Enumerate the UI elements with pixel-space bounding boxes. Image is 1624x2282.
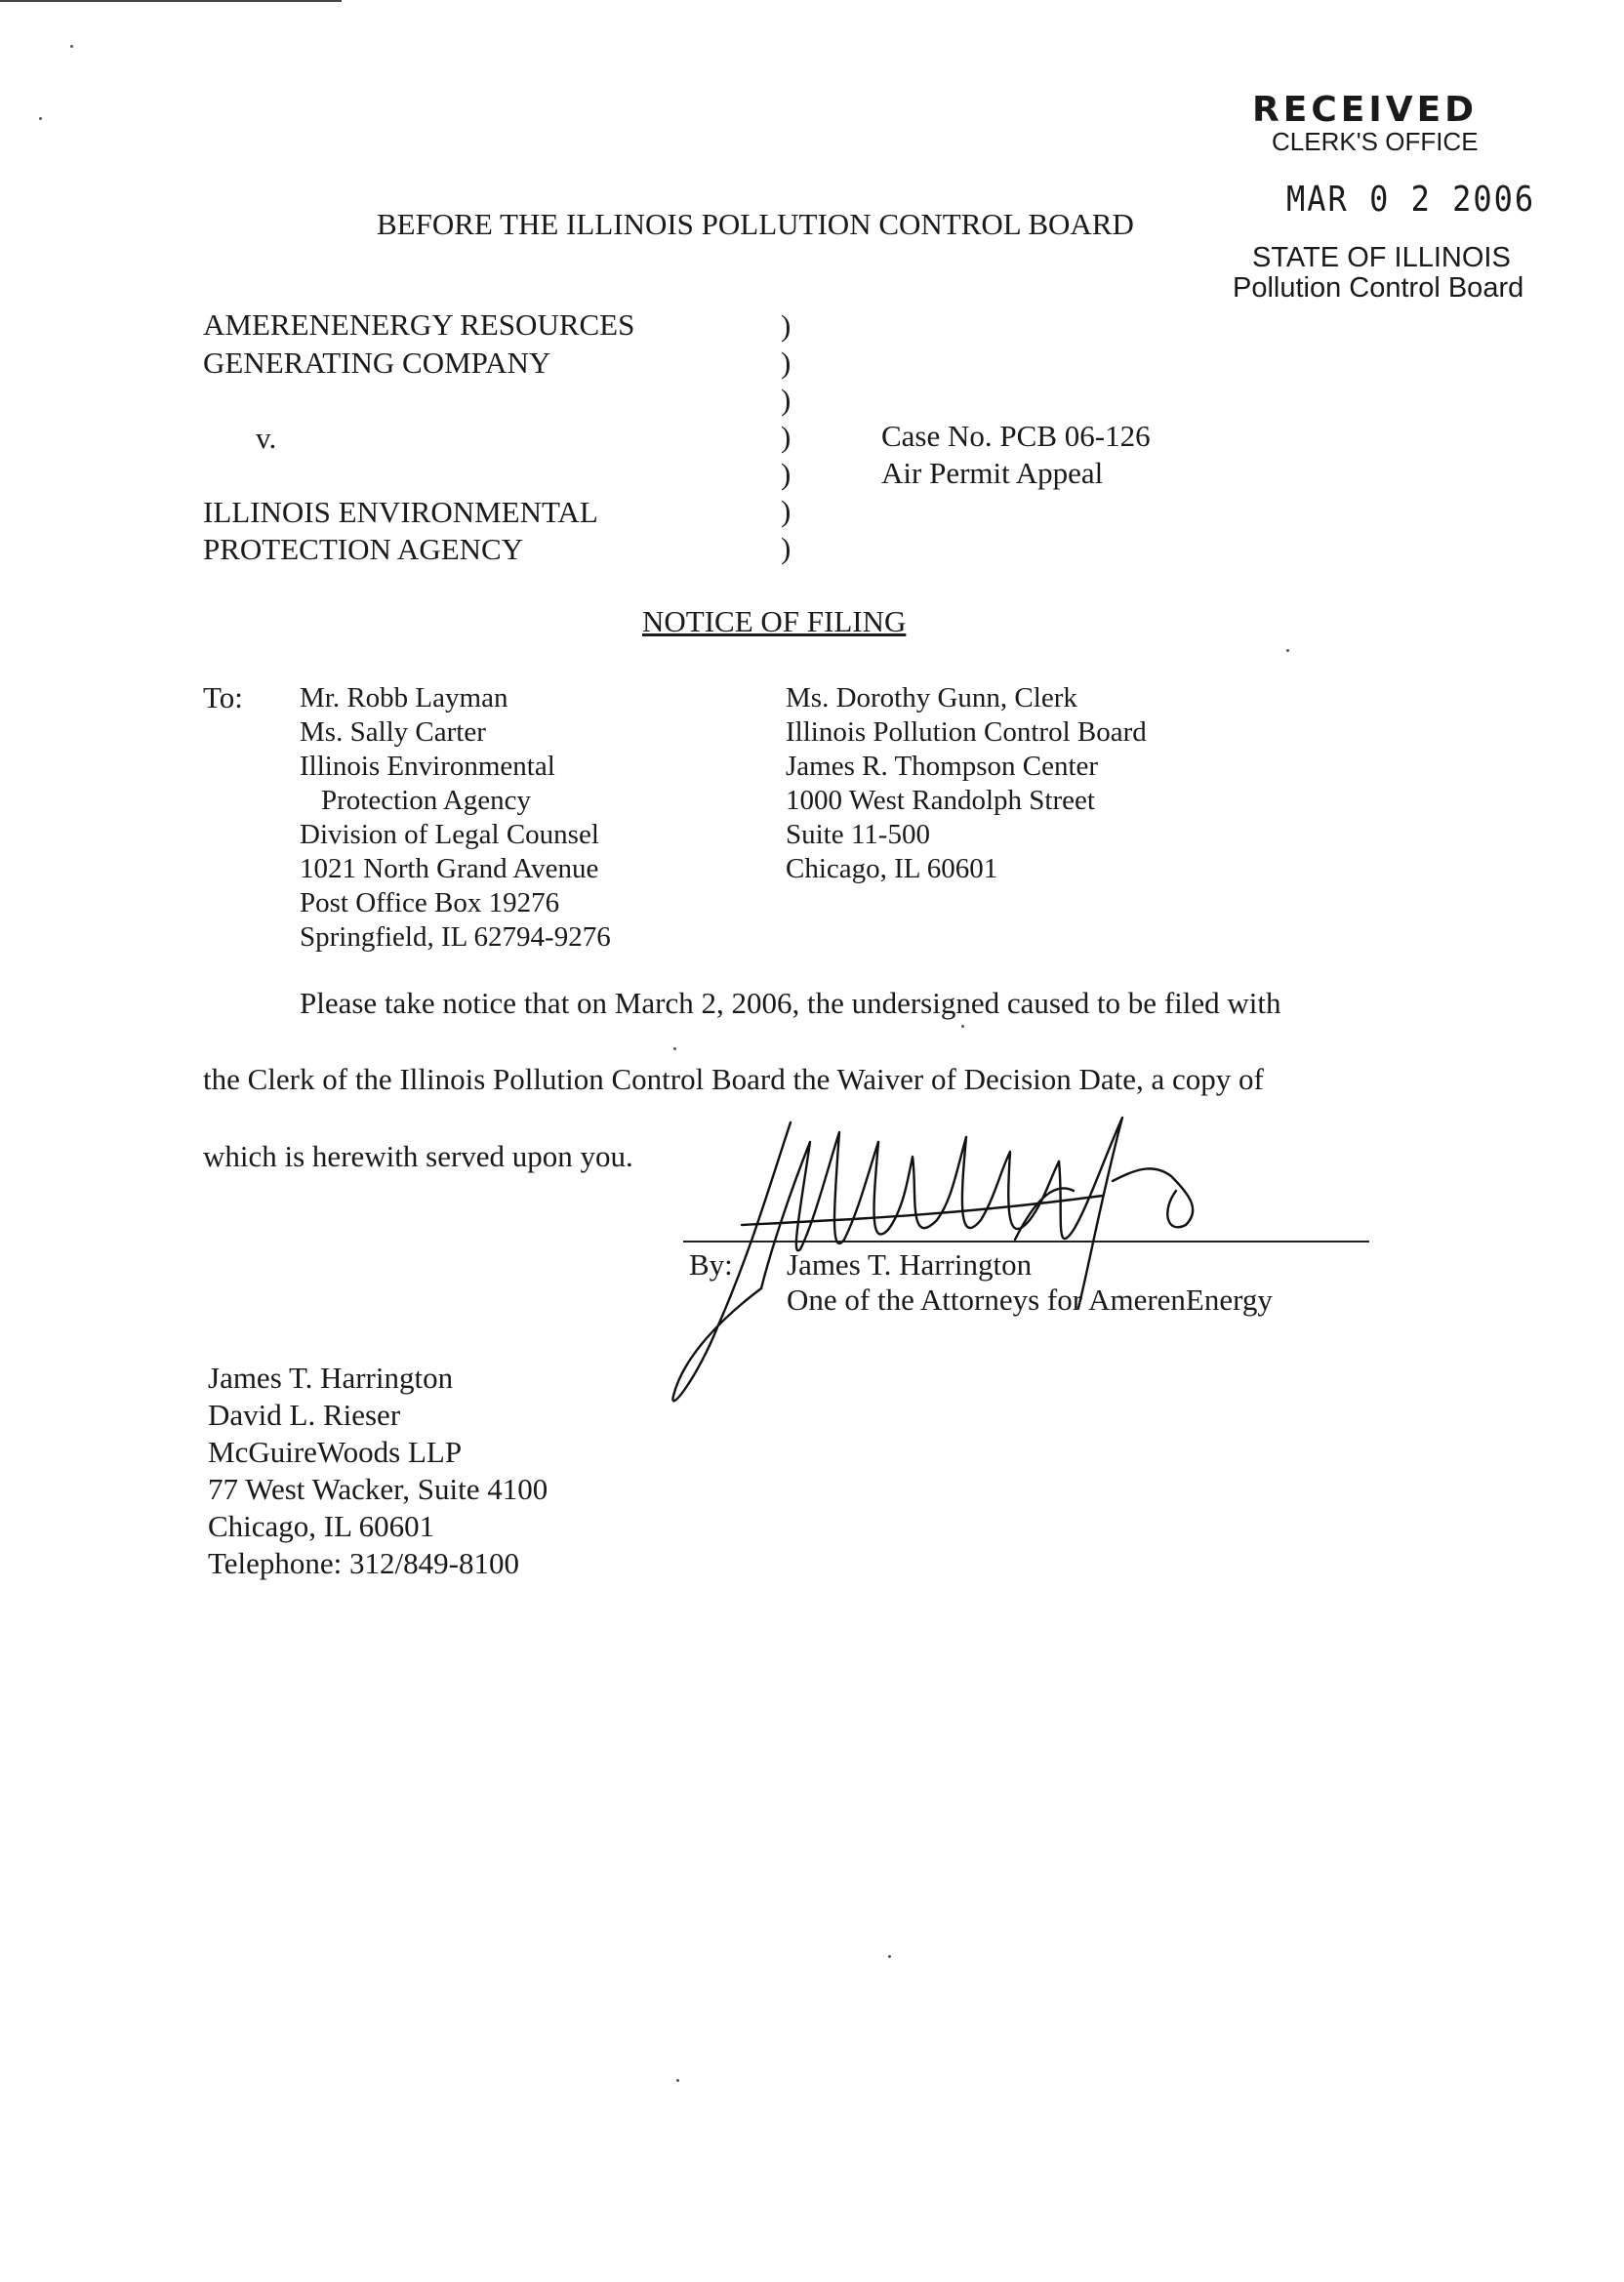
caption-paren: ) [781, 420, 792, 454]
respondent-line1: ILLINOIS ENVIRONMENTAL [203, 495, 598, 529]
attorney-line: McGuireWoods LLP [208, 1435, 463, 1469]
address-line: Mr. Robb Layman [300, 682, 508, 713]
caption-paren: ) [781, 308, 792, 343]
body-line-1: Please take notice that on March 2, 2006, the undersigned caused to be filed with [300, 986, 1281, 1020]
case-type: Air Permit Appeal [881, 456, 1104, 490]
address-line: Illinois Pollution Control Board [786, 716, 1147, 748]
attorney-line: Chicago, IL 60601 [208, 1509, 435, 1543]
scan-speck [673, 1047, 676, 1050]
caption-paren: ) [781, 494, 792, 528]
stamp-received: RECEIVED [1252, 90, 1479, 130]
signature-role: One of the Attorneys for AmerenEnergy [787, 1283, 1273, 1317]
address-line: 1000 West Randolph Street [786, 785, 1095, 816]
address-line: James R. Thompson Center [786, 751, 1099, 782]
stamp-state: STATE OF ILLINOIS [1252, 242, 1511, 273]
caption-paren: ) [781, 531, 792, 565]
signature-by-label: By: [689, 1247, 733, 1282]
scan-speck [888, 1955, 891, 1958]
attorney-line: David L. Rieser [208, 1398, 401, 1432]
address-line: 1021 North Grand Avenue [300, 853, 599, 884]
scan-edge-line [0, 0, 342, 2]
recipients-left [300, 681, 611, 955]
handwritten-signature [644, 1103, 1230, 1425]
body-line-2: the Clerk of the Illinois Pollution Control Board the Waiver of Decision Date, a copy of [203, 1062, 1264, 1096]
notice-title: NOTICE OF FILING [642, 604, 907, 638]
caption-paren: ) [781, 346, 792, 380]
stamp-clerks-office: CLERK'S OFFICE [1272, 127, 1479, 156]
recipients-right [786, 681, 1147, 886]
caption-paren: ) [781, 457, 792, 491]
signature-name: James T. Harrington [787, 1247, 1033, 1282]
scan-speck [1286, 649, 1289, 652]
stamp-date: MAR 0 2 2006 [1286, 179, 1536, 220]
attorney-line: Telephone: 312/849-8100 [208, 1546, 519, 1580]
caption-paren: ) [781, 383, 792, 417]
petitioner-line1: AMERENENERGY RESOURCES [203, 307, 635, 342]
attorney-line: 77 West Wacker, Suite 4100 [208, 1472, 548, 1506]
attorney-line: James T. Harrington [208, 1361, 454, 1395]
address-line: Ms. Sally Carter [300, 716, 486, 748]
address-line: Protection Agency [321, 785, 532, 816]
address-line: Chicago, IL 60601 [786, 853, 998, 884]
versus: v. [256, 421, 277, 455]
stamp-board: Pollution Control Board [1233, 272, 1524, 304]
page-title: BEFORE THE ILLINOIS POLLUTION CONTROL BOARD [377, 207, 1134, 241]
attorney-block [208, 1360, 548, 1582]
case-number: Case No. PCB 06-126 [881, 419, 1151, 453]
address-line: Illinois Environmental [300, 751, 555, 782]
respondent-line2: PROTECTION AGENCY [203, 532, 524, 566]
address-line: Ms. Dorothy Gunn, Clerk [786, 682, 1077, 713]
scan-speck [961, 1025, 964, 1028]
address-line: Post Office Box 19276 [300, 887, 560, 918]
address-line: Division of Legal Counsel [300, 819, 599, 850]
scan-speck [70, 45, 73, 48]
petitioner-line2: GENERATING COMPANY [203, 346, 551, 380]
to-label: To: [203, 680, 243, 714]
scan-speck [676, 2079, 679, 2082]
address-line: Suite 11-500 [786, 819, 930, 850]
body-line-3: which is herewith served upon you. [203, 1139, 633, 1173]
scan-speck [39, 117, 42, 120]
address-line: Springfield, IL 62794-9276 [300, 921, 611, 953]
